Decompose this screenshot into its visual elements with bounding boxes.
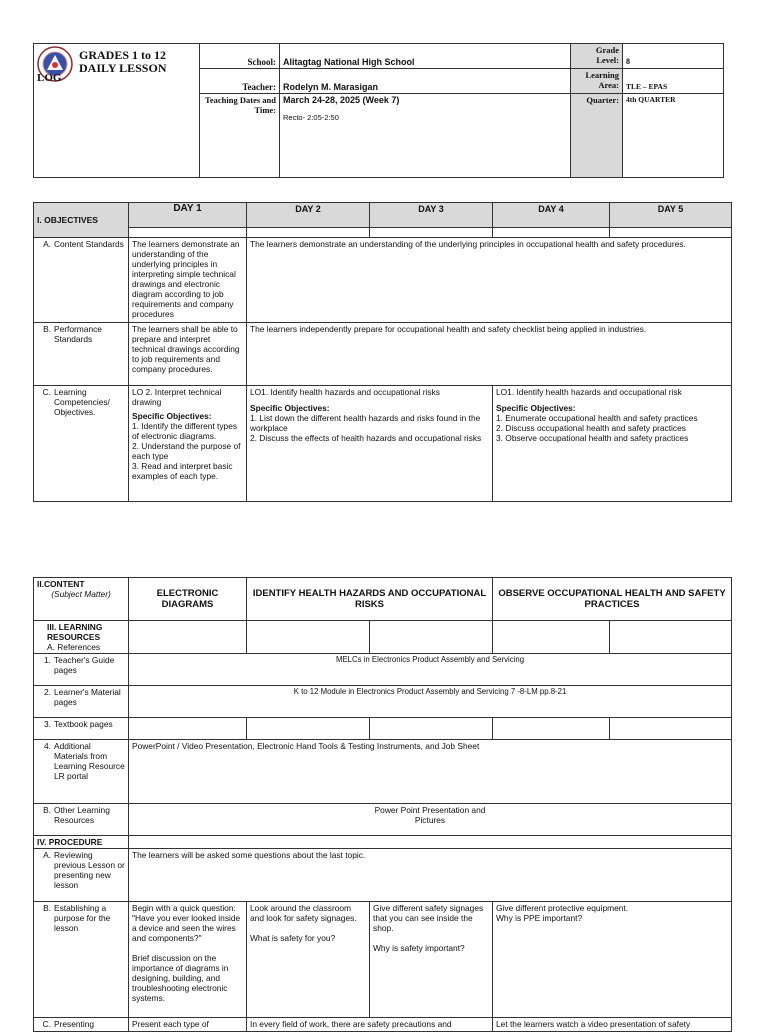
day23-lo: LO1. Identify health hazards and occupational risks <box>250 387 440 397</box>
performance-standards-day1: The learners shall be able to prepare and interpret technical drawings according to job requirements and company procedures. <box>129 323 247 386</box>
competencies-day1 <box>129 386 247 502</box>
day1-spec-items: 1. Identify the different types of electronic diagrams. 2. Understand the purpose of each type 3. Read and interpret basic examples of each type. <box>132 421 241 481</box>
resources-heading: III. LEARNING RESOURCES <box>47 622 103 642</box>
day1-spec-heading: Specific Objectives: <box>132 411 212 421</box>
content-day45: OBSERVE OCCUPATIONAL HEALTH AND SAFETY PRACTICES <box>493 578 732 621</box>
presenting-day23: In every field of work, there are safety precautions and <box>247 1018 493 1032</box>
teacher-label: Teacher: <box>200 69 280 94</box>
school-value: Alitagtag National High School <box>280 44 571 69</box>
content-standards-day1: The learners demonstrate an understanding of the underlying principles in interpreting simple technical drawings and electronic diagram according to job requirements and company procedures <box>129 238 247 323</box>
header-title-line2: DAILY LESSON <box>79 61 167 75</box>
day1-lo: LO 2. Interpret technical drawing <box>132 387 222 407</box>
day2-header: DAY 2 <box>247 203 370 228</box>
tb-label: 3. Textbook pages <box>34 718 129 740</box>
tg-value: MELCs in Electronics Product Assembly and Servicing <box>129 654 732 686</box>
area-label: Learning Area: <box>571 69 623 94</box>
quarter-label: Quarter: <box>571 94 623 178</box>
day23-spec-heading: Specific Objectives: <box>250 403 330 413</box>
day45-spec-items: 1. Enumerate occupational health and safety practices 2. Discuss occupational health and safety practices 3. Observe occupational health and safety practices <box>496 413 698 443</box>
header-table <box>33 43 724 178</box>
header-logo-cell <box>34 44 200 178</box>
time-value: Recto- 2:05-2:50 <box>283 113 339 122</box>
competencies-day45 <box>493 386 732 502</box>
content-heading-cell <box>34 578 129 621</box>
school-label: School: <box>200 44 280 69</box>
day4-header: DAY 4 <box>493 203 610 228</box>
resources-heading-cell <box>34 621 129 654</box>
quarter-value: 4th QUARTER <box>623 94 724 178</box>
objectives-table <box>33 202 732 502</box>
purpose-day3: Give different safety signages that you can see inside the shop. Why is safety important? <box>370 902 493 1018</box>
dates-label: Teaching Dates and Time: <box>200 94 280 178</box>
day1-header: DAY 1 <box>129 203 247 228</box>
competencies-day23 <box>247 386 493 502</box>
purpose-day2: Look around the classroom and look for safety signages. What is safety for you? <box>247 902 370 1018</box>
lm-value: K to 12 Module in Electronics Product Assembly and Servicing 7 -8-LM pp.8-21 <box>129 686 732 718</box>
day23-spec-items: 1. List down the different health hazards and risks found in the workplace 2. Discuss the effects of health hazards and occupational risks <box>250 413 482 443</box>
day3-header: DAY 3 <box>370 203 493 228</box>
content-table <box>33 577 732 1032</box>
dates-value: March 24-28, 2025 (Week 7) <box>283 95 400 105</box>
presenting-day45: Let the learners watch a video presentation of safety <box>493 1018 732 1032</box>
lm-label: 2. Learner's Material pages <box>34 686 129 718</box>
header-title-line3: LOG <box>37 72 62 84</box>
presenting-label: C. Presenting <box>34 1018 129 1032</box>
grade-value: 8 <box>623 44 724 69</box>
tg-label: 1. Teacher's Guide pages <box>34 654 129 686</box>
teacher-value: Rodelyn M. Marasigan <box>280 69 571 94</box>
purpose-label: B. Establishing a purpose for the lesson <box>34 902 129 1018</box>
other-label: B. Other Learning Resources <box>34 804 129 836</box>
purpose-day45: Give different protective equipment. Why is PPE important? <box>493 902 732 1018</box>
day45-spec-heading: Specific Objectives: <box>496 403 576 413</box>
performance-standards-rest: The learners independently prepare for occupational health and safety checklist being applied in industries. <box>247 323 732 386</box>
dates-cell <box>280 94 571 178</box>
content-standards-rest: The learners demonstrate an understanding of the underlying principles in occupational health and safety procedures. <box>247 238 732 323</box>
area-value: TLE – EPAS <box>623 69 724 94</box>
purpose-day1: Begin with a quick question: "Have you ever looked inside a device and seen the wires and components?" Brief discussion on the importance of diagrams in designing, building, and troubleshooting electronic systems. <box>129 902 247 1018</box>
objectives-heading: I. OBJECTIVES <box>34 203 129 238</box>
content-heading: II.CONTENT <box>37 579 85 589</box>
grade-label: Grade Level: <box>571 44 623 69</box>
competencies-label: C. Learning Competencies/ Objectives. <box>34 386 129 502</box>
other-value: Power Point Presentation and Pictures <box>129 804 732 836</box>
presenting-day1: Present each type of <box>129 1018 247 1032</box>
procedure-heading: IV. PROCEDURE <box>34 836 129 849</box>
content-standards-label: A. Content Standards <box>34 238 129 323</box>
content-day23: IDENTIFY HEALTH HAZARDS AND OCCUPATIONAL RISKS <box>247 578 493 621</box>
header-title-line1: GRADES 1 to 12 <box>79 48 167 62</box>
content-day1: ELECTRONIC DIAGRAMS <box>129 578 247 621</box>
performance-standards-label: B. Performance Standards <box>34 323 129 386</box>
day45-lo: LO1. Identify health hazards and occupational risk <box>496 387 682 397</box>
references-label: A. References <box>47 642 101 652</box>
day5-header: DAY 5 <box>610 203 732 228</box>
review-value: The learners will be asked some questions about the last topic. <box>129 849 732 902</box>
am-label: 4. Additional Materials from Learning Resource LR portal <box>34 740 129 804</box>
am-value: PowerPoint / Video Presentation, Electronic Hand Tools & Testing Instruments, and Job Sheet <box>129 740 732 804</box>
content-subheading: (Subject Matter) <box>51 589 111 599</box>
review-label: A. Reviewing previous Lesson or presenting new lesson <box>34 849 129 902</box>
